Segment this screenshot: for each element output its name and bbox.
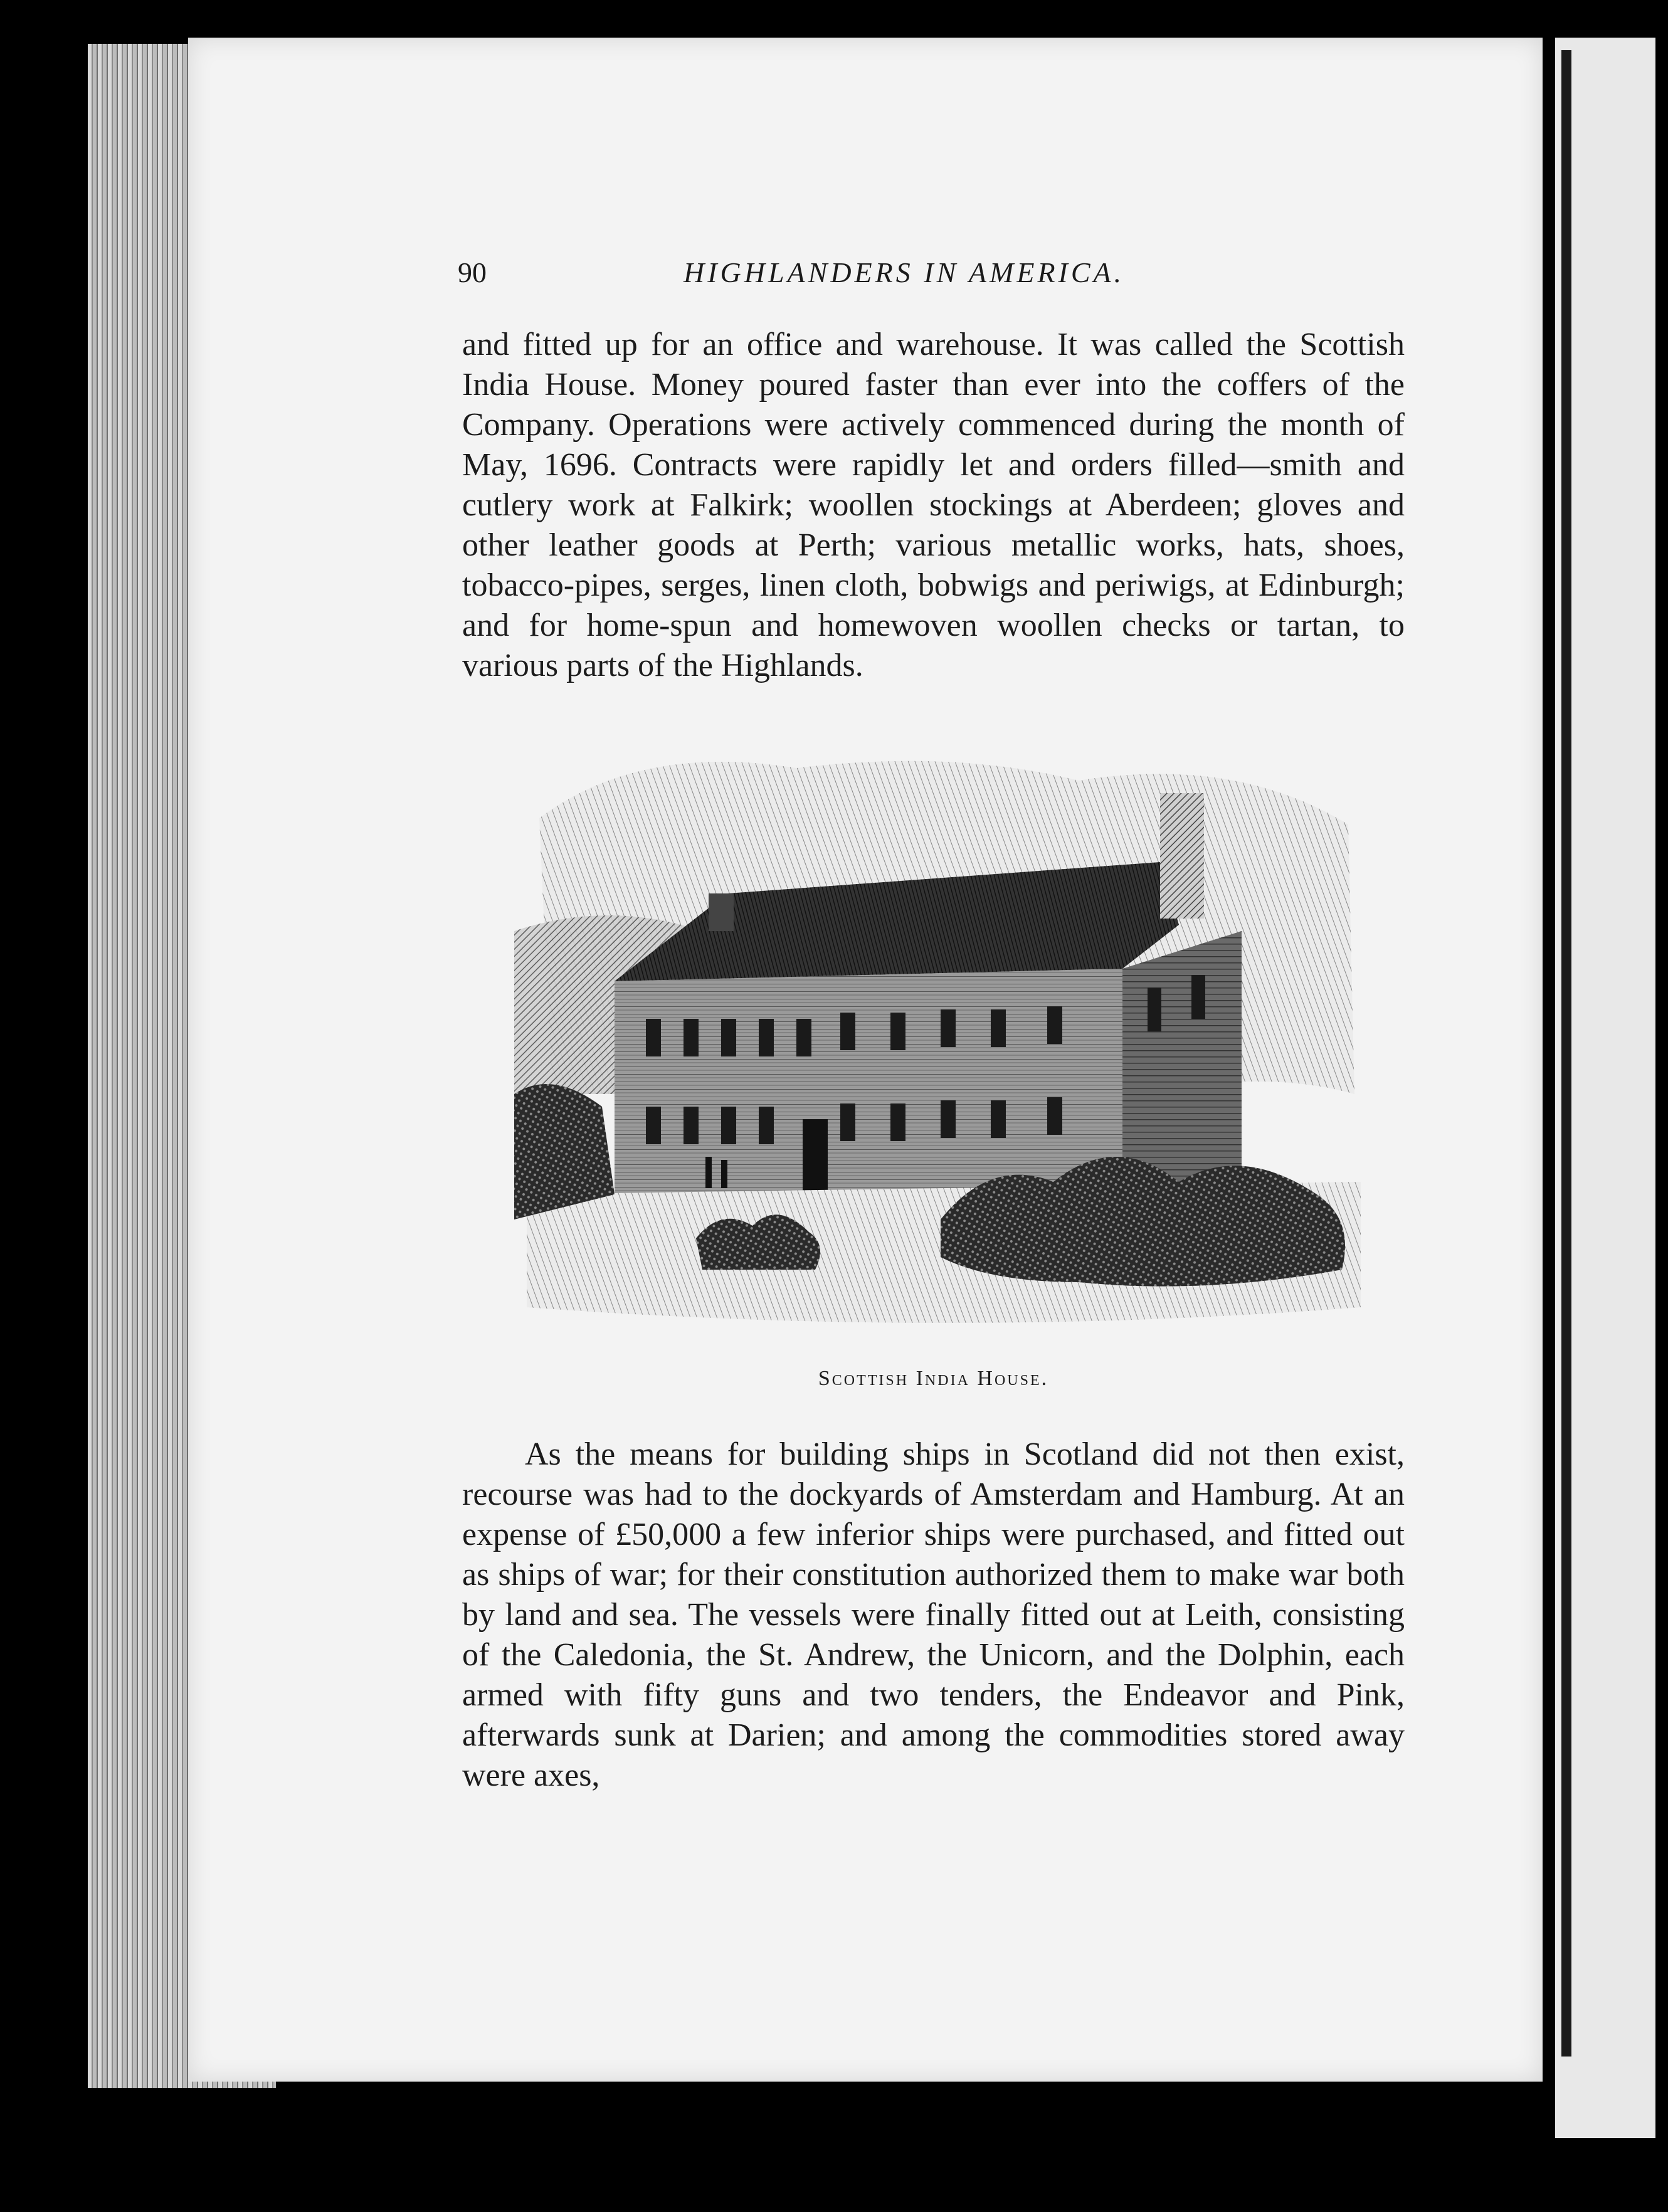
running-head (458, 256, 1185, 300)
side-wall (1122, 931, 1242, 1194)
figure-caption: Scottish India House. (818, 1367, 1049, 1390)
chimney-right (1160, 793, 1204, 919)
paragraph-2 (462, 1435, 1405, 1796)
door (803, 1119, 828, 1194)
illustration-scottish-india-house (514, 743, 1373, 1339)
figure-person-1 (705, 1157, 712, 1188)
paragraph-1 (462, 325, 1405, 686)
figure-person-2 (721, 1160, 727, 1188)
engraving-image (514, 743, 1373, 1339)
paragraph-1-text: and fitted up for an office and warehouse. It was called the Scottish India House. Money poured faster than ever into the coffers of the Company. Operations were actively commenced during the month of May, 1696. Contracts were rapidly let and orders filled—smith and cutlery work at Falkirk; woollen stockings at Aberdeen; gloves and other leather goods at Perth; various metallic works, hats, shoes, tobacco-pipes, serges, linen cloth, bobwigs and periwigs, at Edinburgh; and for home-spun and homewoven woollen checks or tartan, to various parts of the Highlands. (462, 327, 1405, 683)
paragraph-2-text: As the means for building ships in Scotland did not then exist, recourse was had to the dockyards of Amsterdam and Hamburg. At an expense of £50,000 a few inferior ships were purchased, and fitted out as ships of war; for their constitution authorized them to make war both by land and sea. The vessels were finally fitted out at Leith, consisting of the Caledonia, the St. Andrew, the Unicorn, and the Dolphin, each armed with fifty guns and two tenders, the Endeavor and Pink, afterwards sunk at Darien; and among the commodities stored away were axes, (462, 1436, 1405, 1793)
running-title: HIGHLANDERS IN AMERICA. (684, 256, 1125, 288)
gutter-shadow (1561, 50, 1571, 2057)
chimney-left (709, 893, 734, 931)
front-wall (615, 969, 1122, 1194)
page-number: 90 (458, 256, 487, 288)
